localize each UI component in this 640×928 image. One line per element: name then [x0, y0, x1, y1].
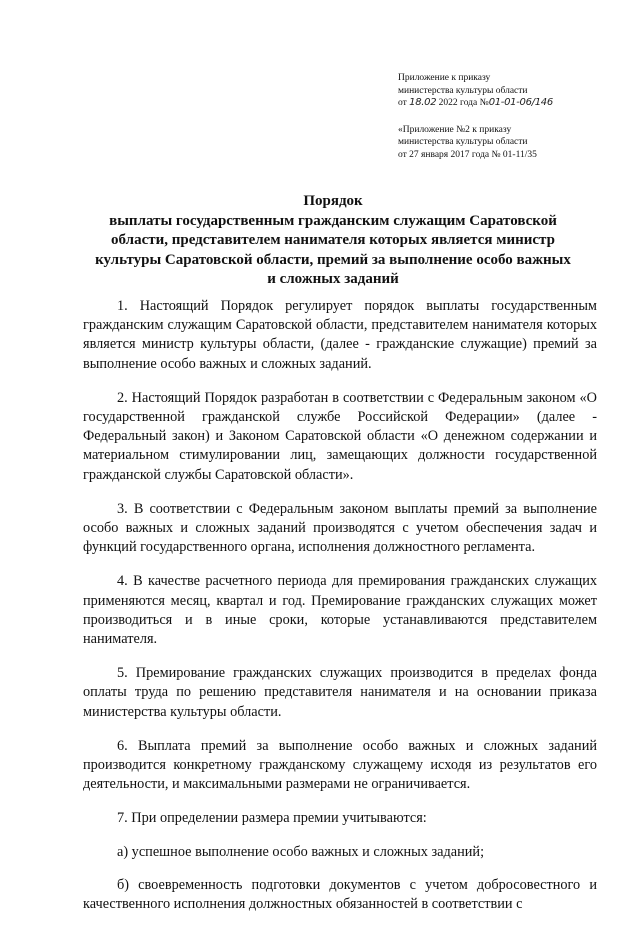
header-line-2: министерства культуры области	[398, 85, 528, 96]
paragraph-1: 1. Настоящий Порядок регулирует порядок выплаты государственным гражданским служащим Саратовской области, представителем нанимателя которых является министр культуры области, (далее - гражданские служащие) премий за выполнение особо важных и сложных заданий.	[83, 298, 597, 372]
handwritten-date: 18.02	[409, 97, 437, 108]
header-line-6: от 27 января 2017 года № 01-11/35	[398, 149, 537, 160]
paragraph-7a: а) успешное выполнение особо важных и сложных заданий;	[117, 843, 485, 860]
paragraph-3: 3. В соответствии с Федеральным законом выплаты премий за выполнение особо важных и сложных заданий производятся с учетом обеспечения задач и функций государственного органа, исполнения должностного регламента.	[83, 500, 597, 556]
paragraph-6: 6. Выплата премий за выполнение особо важных и сложных заданий производится конкретному гражданскому служащему исходя из результатов его деятельности, и максимальными размерами не ограничивается.	[83, 737, 597, 793]
paragraph-2: 2. Настоящий Порядок разработан в соответствии с Федеральным законом «О государственной гражданской службе Российской Федерации» (далее - Федеральный закон) и Законом Саратовской области «О денежном содержании и материальном стимулировании лиц, замещающих должности государственной гражданской службы Саратовской области».	[83, 389, 597, 483]
paragraph-5: 5. Премирование гражданских служащих производится в пределах фонда оплаты труда по решению представителя нанимателя и на основании приказа министерства культуры области.	[83, 665, 597, 720]
title-line-2: выплаты государственным гражданским служащим Саратовской	[109, 212, 557, 229]
title-line-4: культуры Саратовской области, премий за выполнение особо важных	[95, 251, 571, 268]
header-gap	[398, 110, 628, 124]
title-line-5: и сложных заданий	[267, 271, 399, 287]
paragraph-7b: б) своевременность подготовки документов с учетом добросовестного и качественного исполнения должностных обязанностей в соответствии с	[83, 876, 597, 913]
title-line-1: Порядок	[303, 193, 363, 209]
header-line-4: «Приложение №2 к приказу	[398, 124, 512, 135]
header-year-number-label: 2022 года №	[438, 98, 489, 108]
header-line-5: министерства культуры области	[398, 137, 528, 147]
header-line-1: Приложение к приказу	[398, 73, 491, 83]
paragraph-7: 7. При определении размера премии учитываются:	[117, 810, 427, 827]
appendix-header	[398, 72, 628, 161]
header-line-3	[398, 97, 628, 110]
title-line-3: области, представителем нанимателя которых является министр	[111, 232, 555, 248]
header-date-prefix: от	[398, 98, 407, 108]
document-body	[83, 297, 597, 928]
document-title	[70, 192, 596, 290]
handwritten-order-number: 01-01-06/146	[488, 97, 553, 108]
paragraph-4: 4. В качестве расчетного периода для премирования гражданских служащих применяются месяц, квартал и год. Премирование гражданских служащих может производиться и в иные сроки, которые устанавливаются представителем нанимателя.	[83, 573, 597, 648]
